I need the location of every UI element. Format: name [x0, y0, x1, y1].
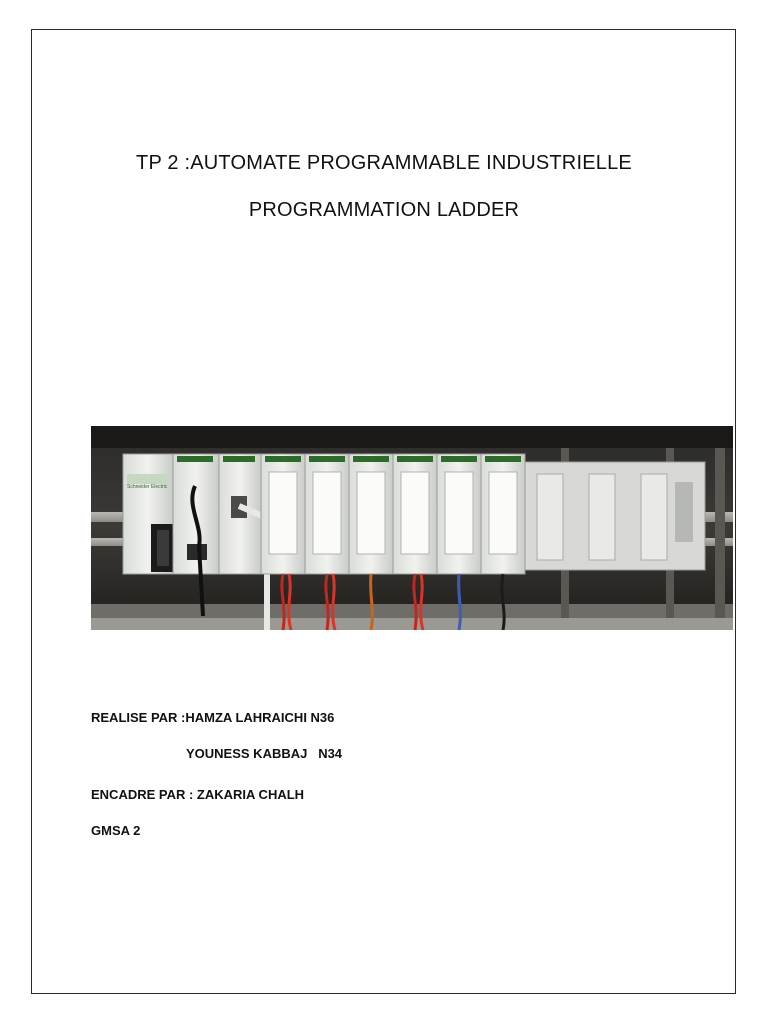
supervisor-line: ENCADRE PAR : ZAKARIA CHALH — [91, 787, 305, 802]
plc-rack-photo — [91, 426, 733, 630]
brand-logo: Schneider Electric — [127, 484, 168, 490]
group-line: GMSA 2 — [91, 823, 141, 838]
document-title: TP 2 :AUTOMATE PROGRAMMABLE INDUSTRIELLE — [136, 152, 632, 174]
second-author-line: YOUNESS KABBAJ N34 — [186, 746, 343, 761]
document-subtitle: PROGRAMMATION LADDER — [248, 199, 520, 221]
io-modules — [261, 454, 525, 574]
authors-line: REALISE PAR :HAMZA LAHRAICHI N36 — [91, 710, 335, 725]
